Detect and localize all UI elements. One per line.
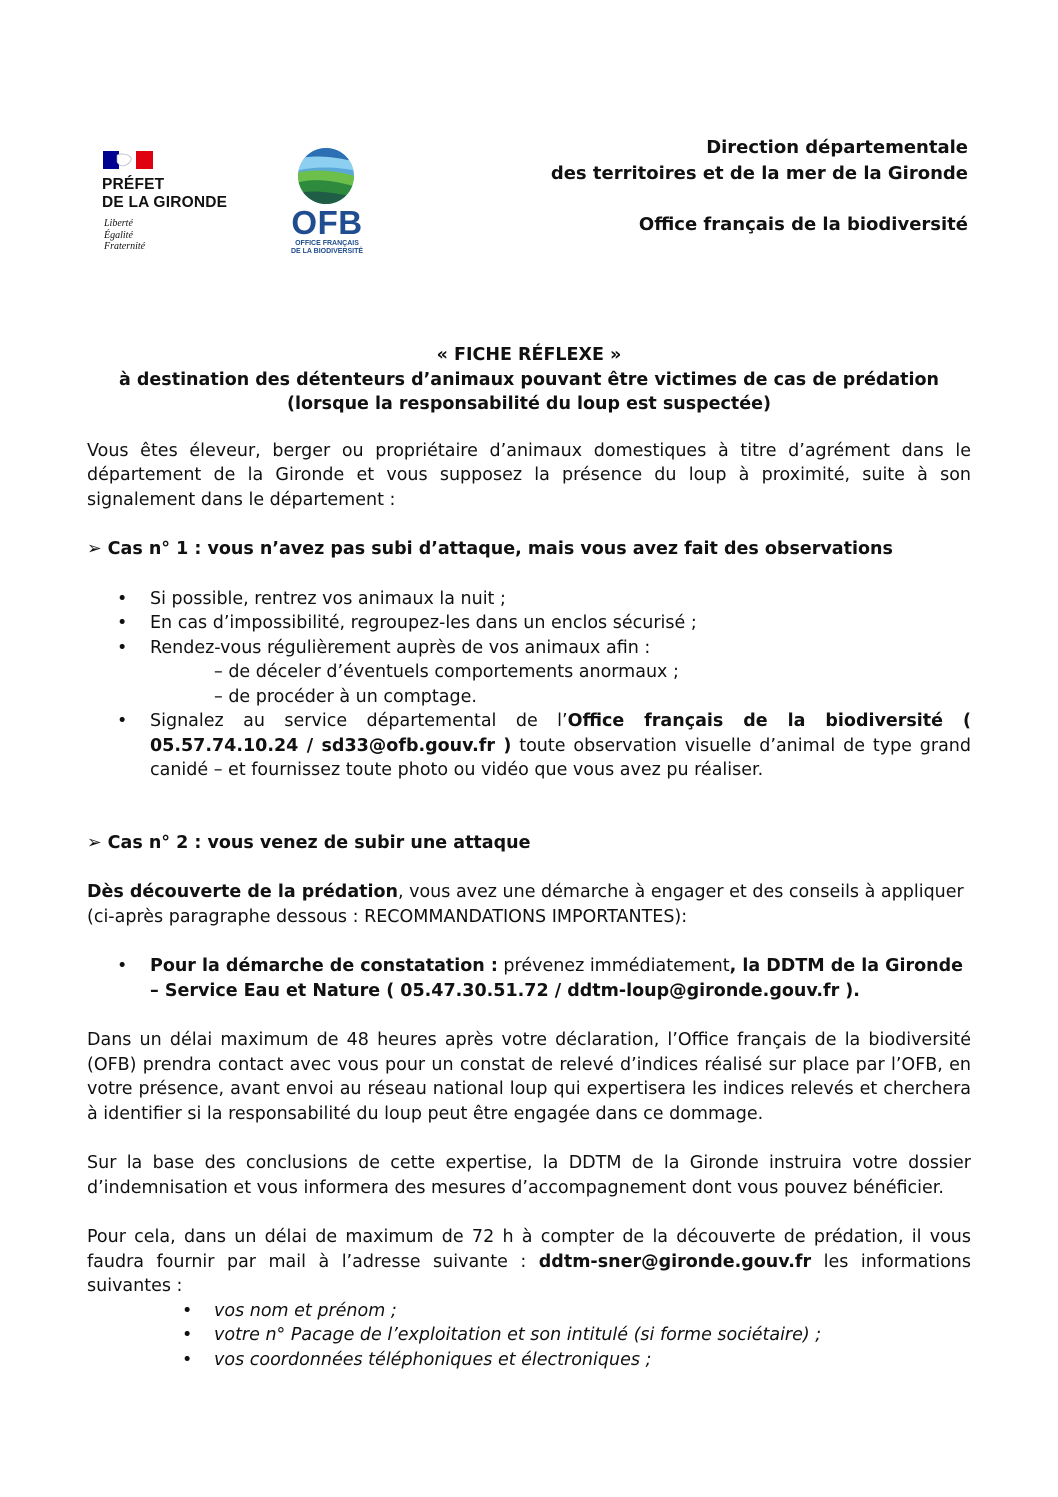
arrow-icon: ➢	[87, 832, 102, 853]
document-title: « FICHE RÉFLEXE » à destination des détenteurs d’animaux pouvant être victimes de cas de prédation (lorsque la responsabilité du loup est suspectée)	[118, 345, 940, 414]
list-item: • En cas d’impossibilité, regroupez-les dans un enclos sécurisé ;	[87, 611, 971, 636]
list-item: • Pour la démarche de constatation : prévenez immédiatement, la DDTM de la Gironde – Service Eau et Nature ( 05.47.30.51.72 / ddtm-loup@gironde.gouv.fr ).	[117, 956, 964, 1001]
arrow-icon: ➢	[87, 539, 102, 559]
list-item: • vos coordonnées téléphoniques et électroniques ;	[87, 1348, 971, 1373]
bullet-icon: •	[182, 1325, 193, 1345]
paragraph-48h: Dans un délai maximum de 48 heures après votre déclaration, l’Office français de la biodiversité (OFB) prendra contact avec vous pour un constat de relevé d’indices réalisé sur place par l’OFB, en votre présence, avant envoi au réseau national loup qui expertisera les indices relevés et cherchera à identifier si la responsabilité du loup peut être engagée dans ce dommage.	[87, 1030, 971, 1124]
info-list	[87, 1299, 971, 1373]
case1-list	[87, 587, 971, 783]
sub-item: – de déceler d’éventuels comportements anormaux ;	[214, 662, 679, 682]
republic-motto: Liberté Égalité Fraternité	[104, 218, 146, 252]
sub-item: – de procéder à un comptage.	[214, 686, 477, 707]
bullet-icon: •	[117, 956, 128, 976]
case2-heading: ➢ Cas n° 2 : vous venez de subir une attaque	[87, 832, 531, 853]
ddtm-header: Direction départementale des territoires et de la mer de la Gironde	[550, 137, 968, 184]
bullet-icon: •	[117, 637, 128, 658]
bullet-icon: •	[182, 1300, 193, 1321]
list-item: • Si possible, rentrez vos animaux la nuit ;	[87, 587, 971, 612]
list-item: • Signalez au service départemental de l’Office français de la biodiversité ( 05.57.74.10.24 / sd33@ofb.gouv.fr ) toute observation visuelle d’animal de type grand canidé – et fournissez toute photo ou vidéo que vous avez pu réaliser.	[117, 711, 971, 780]
list-item: • votre n° Pacage de l’exploitation et son intitulé (si forme sociétaire) ;	[87, 1323, 971, 1348]
ofb-header: Office français de la biodiversité	[638, 214, 968, 235]
document-body	[87, 343, 971, 1372]
email-link[interactable]: ddtm-sner@gironde.gouv.fr	[538, 1251, 812, 1272]
case1-heading: ➢ Cas n° 1 : vous n’avez pas subi d’attaque, mais vous avez fait des observations	[87, 539, 893, 559]
marianne-logo-icon	[103, 151, 153, 169]
bullet-icon: •	[117, 613, 128, 633]
list-item: • vos nom et prénom ;	[87, 1299, 971, 1324]
prefet-label: PRÉFET DE LA GIRONDE	[102, 176, 228, 211]
ofb-logo-subtitle: OFFICE FRANÇAIS DE LA BIODIVERSITÉ	[290, 240, 364, 255]
case2-intro: Dès découverte de la prédation, vous avez une démarche à engager et des conseils à appliquer (ci-après paragraphe dessous : RECOMMANDATIONS IMPORTANTES):	[87, 882, 964, 927]
list-item: • Rendez-vous régulièrement auprès de vos animaux afin :	[87, 636, 971, 661]
bullet-icon: •	[182, 1349, 193, 1370]
bullet-icon: •	[117, 711, 128, 731]
ofb-logo-text: OFB	[291, 204, 363, 241]
paragraph-expertise: Sur la base des conclusions de cette expertise, la DDTM de la Gironde instruira votre dossier d’indemnisation et vous informera des mesures d’accompagnement dont vous pouvez bénéficier.	[87, 1153, 971, 1198]
intro-paragraph: Vous êtes éleveur, berger ou propriétaire d’animaux domestiques à titre d’agrément dans le département de la Gironde et vous supposez la présence du loup à proximité, suite à son signalement dans le département :	[87, 440, 971, 510]
bullet-icon: •	[117, 588, 128, 609]
paragraph-72h: Pour cela, dans un délai de maximum de 72 h à compter de la découverte de prédation, il vous faudra fournir par mail à l’adresse suivante : ddtm-sner@gironde.gouv.fr les informations suivantes :	[87, 1227, 971, 1296]
